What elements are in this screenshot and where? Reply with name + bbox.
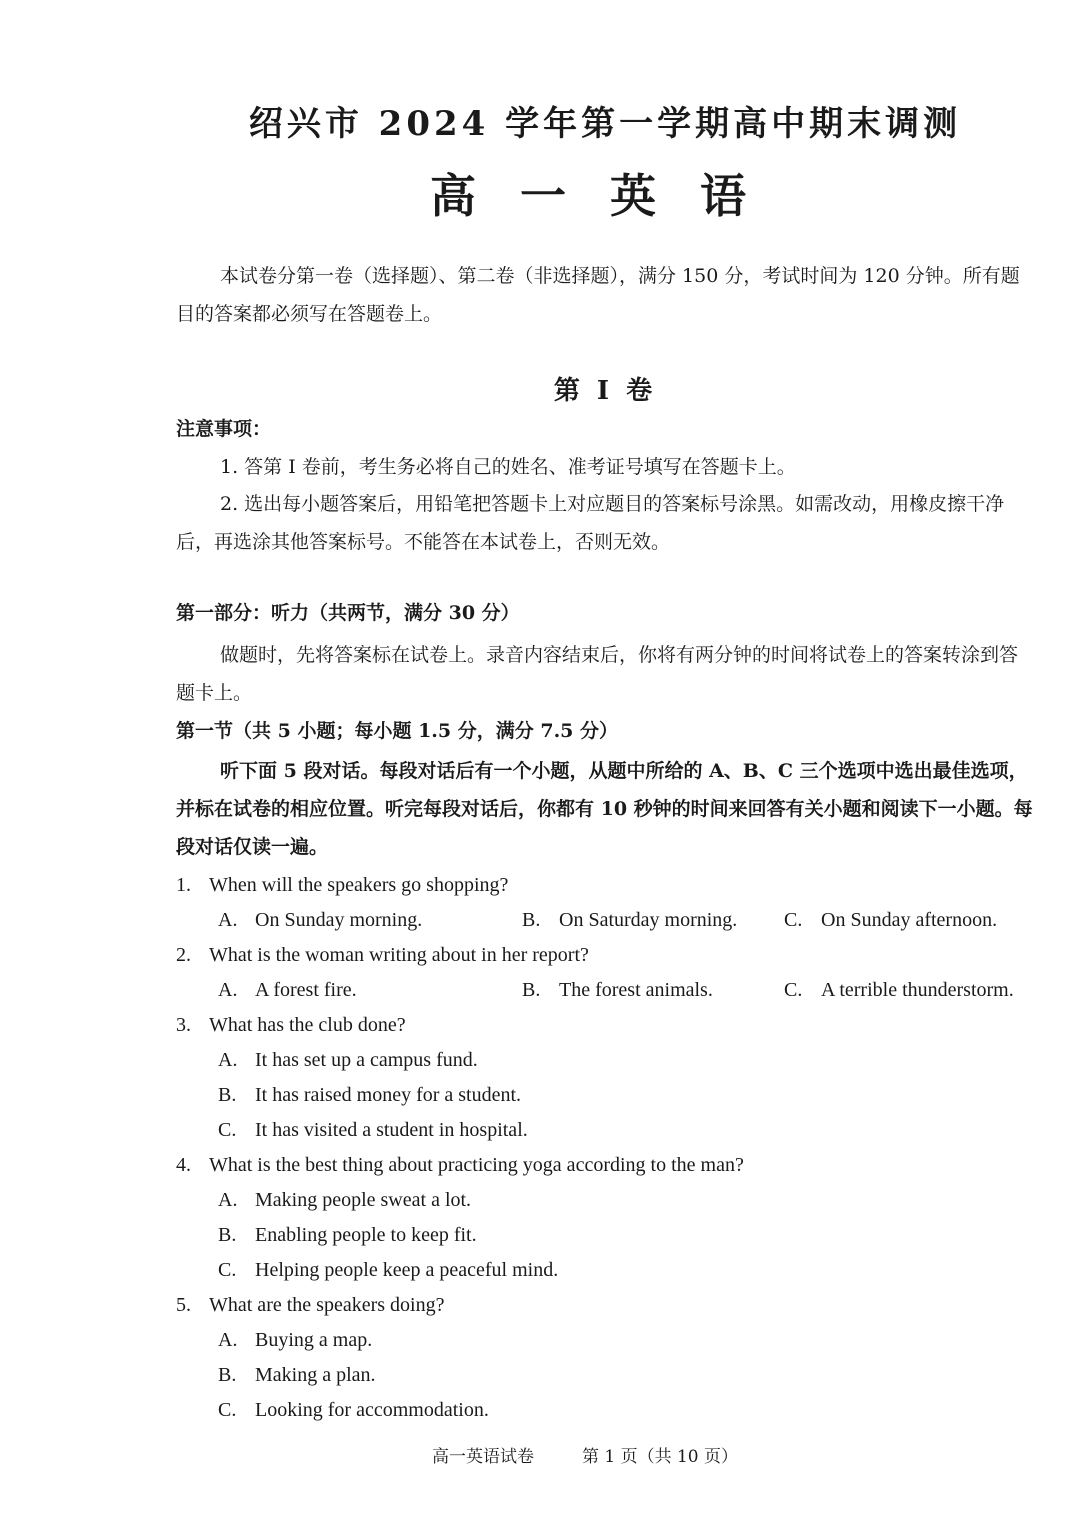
option-c: C. Helping people keep a peaceful mind. <box>218 1259 559 1281</box>
part1-heading: 第一部分：听力（共两节，满分 30 分） <box>176 602 520 624</box>
option-b: B. The forest animals. <box>522 979 713 1001</box>
volume-title: 第 I 卷 <box>553 376 657 406</box>
option-b: B. On Saturday morning. <box>522 909 738 931</box>
note-item-1: 1. 答第 I 卷前，考生务必将自己的姓名、准考证号填写在答题卡上。 <box>220 456 796 478</box>
part1-description: 做题时，先将答案标在试卷上。录音内容结束后，你将有两分钟的时间将试卷上的答案转涂到答题卡上。 <box>176 644 1019 704</box>
question-number: 4. <box>176 1154 191 1176</box>
question-stem <box>176 1008 1056 1043</box>
exam-title: 绍兴市 2024 学年第一学期高中期末调测 <box>248 104 962 144</box>
note-item-2: 2. 选出每小题答案后，用铅笔把答题卡上对应题目的答案标号涂黑。如需改动，用橡皮擦干净后，再选涂其他答案标号。不能答在本试卷上，否则无效。 <box>176 493 1005 553</box>
question-text: What is the best thing about practicing yoga according to the man? <box>209 1154 744 1176</box>
option-c: C. It has visited a student in hospital. <box>218 1119 528 1141</box>
question-text: What has the club done? <box>209 1014 406 1036</box>
option-b: B. It has raised money for a student. <box>218 1084 522 1106</box>
section1-heading: 第一节（共 5 小题；每小题 1.5 分，满分 7.5 分） <box>176 720 619 742</box>
footer-paper-name: 高一英语试卷 <box>431 1447 534 1467</box>
question-3 <box>176 1008 1056 1148</box>
question-text: What are the speakers doing? <box>209 1294 445 1316</box>
question-5 <box>176 1288 1056 1428</box>
question-2 <box>176 938 1056 1008</box>
section1-description: 听下面 5 段对话。每段对话后有一个小题，从题中所给的 A、B、C 三个选项中选出最佳选项，并标在试卷的相应位置。听完每段对话后，你都有 10 秒钟的时间来回答有关小题和阅读下一小题。每段对话仅读一遍。 <box>176 760 1033 858</box>
question-stem <box>176 1148 1056 1183</box>
question-stem <box>176 1288 1056 1323</box>
option-b: B. Enabling people to keep fit. <box>218 1224 477 1246</box>
intro-paragraph: 本试卷分第一卷（选择题）、第二卷（非选择题），满分 150 分，考试时间为 120 分钟。所有题目的答案都必须写在答题卷上。 <box>176 265 1020 325</box>
option-row <box>176 973 1056 1008</box>
notes-heading: 注意事项： <box>176 418 272 440</box>
question-text: When will the speakers go shopping? <box>209 874 509 896</box>
question-list <box>176 868 1056 1428</box>
option-a: A. It has set up a campus fund. <box>218 1049 478 1071</box>
footer-page-info: 第 1 页（共 10 页） <box>581 1447 739 1467</box>
question-4 <box>176 1148 1056 1288</box>
option-c: C. A terrible thunderstorm. <box>784 979 1014 1001</box>
option-a: A. On Sunday morning. <box>218 909 423 931</box>
question-stem <box>176 868 1056 903</box>
question-1 <box>176 868 1056 938</box>
option-b: B. Making a plan. <box>218 1364 376 1386</box>
option-c: C. On Sunday afternoon. <box>784 909 998 931</box>
question-number: 3. <box>176 1014 191 1036</box>
subject-title: 高一英语 <box>430 169 790 223</box>
option-row <box>176 903 1056 938</box>
option-a: A. A forest fire. <box>218 979 357 1001</box>
question-number: 2. <box>176 944 191 966</box>
question-number: 1. <box>176 874 191 896</box>
option-a: A. Buying a map. <box>218 1329 373 1351</box>
option-c: C. Looking for accommodation. <box>218 1399 489 1421</box>
question-text: What is the woman writing about in her report? <box>209 944 589 966</box>
question-number: 5. <box>176 1294 191 1316</box>
question-stem <box>176 938 1056 973</box>
option-a: A. Making people sweat a lot. <box>218 1189 472 1211</box>
page-footer <box>0 1442 1080 1467</box>
